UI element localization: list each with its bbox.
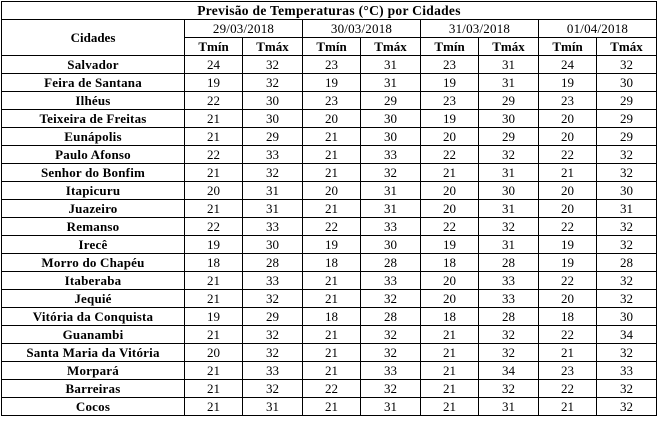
- tmax-value-cell: 32: [479, 146, 539, 164]
- tmin-header: Tmín: [421, 38, 479, 56]
- tmin-value-cell: 23: [421, 56, 479, 74]
- tmax-value-cell: 28: [243, 254, 303, 272]
- tmin-value-cell: 20: [539, 128, 597, 146]
- tmax-value-cell: 30: [597, 182, 657, 200]
- tmin-value-cell: 21: [421, 380, 479, 398]
- tmin-value-cell: 21: [539, 344, 597, 362]
- tmax-header: Tmáx: [361, 38, 421, 56]
- tmin-value-cell: 20: [421, 128, 479, 146]
- tmin-value-cell: 22: [539, 272, 597, 290]
- date-header-3: 31/03/2018: [421, 20, 539, 38]
- tmin-value-cell: 21: [303, 344, 361, 362]
- tmin-value-cell: 22: [421, 218, 479, 236]
- table-row: [2, 398, 657, 416]
- tmin-value-cell: 19: [539, 236, 597, 254]
- tmin-value-cell: 20: [303, 182, 361, 200]
- tmin-value-cell: 20: [539, 182, 597, 200]
- tmin-value-cell: 20: [539, 110, 597, 128]
- tmin-value-cell: 20: [185, 182, 243, 200]
- tmax-value-cell: 29: [243, 128, 303, 146]
- table-body: [2, 56, 657, 416]
- tmax-header: Tmáx: [597, 38, 657, 56]
- tmin-value-cell: 21: [303, 290, 361, 308]
- tmin-value-cell: 20: [421, 290, 479, 308]
- city-name-cell: Paulo Afonso: [2, 146, 185, 164]
- tmax-value-cell: 33: [479, 290, 539, 308]
- table-row: [2, 326, 657, 344]
- tmax-value-cell: 31: [243, 182, 303, 200]
- tmin-value-cell: 18: [421, 254, 479, 272]
- table-row: [2, 56, 657, 74]
- tmin-value-cell: 21: [185, 380, 243, 398]
- tmin-value-cell: 23: [303, 92, 361, 110]
- tmin-value-cell: 21: [421, 362, 479, 380]
- table-row: [2, 92, 657, 110]
- tmax-value-cell: 32: [361, 164, 421, 182]
- tmin-value-cell: 20: [421, 200, 479, 218]
- tmin-value-cell: 18: [185, 254, 243, 272]
- tmin-value-cell: 21: [185, 128, 243, 146]
- tmax-value-cell: 33: [243, 272, 303, 290]
- tmax-value-cell: 30: [361, 128, 421, 146]
- tmax-value-cell: 28: [361, 254, 421, 272]
- city-name-cell: Cocos: [2, 398, 185, 416]
- table-row: [2, 110, 657, 128]
- tmin-value-cell: 21: [303, 164, 361, 182]
- tmin-value-cell: 22: [539, 146, 597, 164]
- tmin-value-cell: 21: [185, 272, 243, 290]
- tmax-value-cell: 33: [597, 362, 657, 380]
- tmin-value-cell: 18: [539, 308, 597, 326]
- tmin-value-cell: 21: [303, 128, 361, 146]
- tmin-header: Tmín: [539, 38, 597, 56]
- tmax-value-cell: 29: [479, 128, 539, 146]
- tmax-value-cell: 31: [479, 200, 539, 218]
- tmin-value-cell: 19: [185, 236, 243, 254]
- cities-column-header: Cidades: [2, 20, 185, 56]
- tmax-value-cell: 32: [597, 290, 657, 308]
- tmin-value-cell: 22: [185, 92, 243, 110]
- tmax-value-cell: 31: [479, 164, 539, 182]
- tmin-value-cell: 21: [303, 200, 361, 218]
- tmin-value-cell: 22: [185, 146, 243, 164]
- tmin-value-cell: 23: [421, 92, 479, 110]
- tmax-value-cell: 31: [597, 200, 657, 218]
- tmax-value-cell: 29: [597, 110, 657, 128]
- tmax-value-cell: 32: [243, 380, 303, 398]
- city-name-cell: Remanso: [2, 218, 185, 236]
- tmin-value-cell: 21: [303, 326, 361, 344]
- tmax-value-cell: 30: [479, 110, 539, 128]
- city-name-cell: Eunápolis: [2, 128, 185, 146]
- tmin-value-cell: 20: [539, 200, 597, 218]
- tmin-value-cell: 18: [303, 254, 361, 272]
- tmin-value-cell: 19: [303, 74, 361, 92]
- tmax-value-cell: 32: [479, 326, 539, 344]
- city-name-cell: Ilhéus: [2, 92, 185, 110]
- tmin-value-cell: 19: [421, 236, 479, 254]
- tmin-value-cell: 22: [303, 218, 361, 236]
- table-row: [2, 344, 657, 362]
- tmax-value-cell: 32: [597, 236, 657, 254]
- tmin-value-cell: 20: [421, 272, 479, 290]
- tmin-value-cell: 21: [303, 272, 361, 290]
- city-name-cell: Teixeira de Freitas: [2, 110, 185, 128]
- tmax-value-cell: 28: [597, 254, 657, 272]
- tmax-value-cell: 30: [479, 182, 539, 200]
- tmax-value-cell: 32: [243, 344, 303, 362]
- table-row: [2, 308, 657, 326]
- tmax-value-cell: 32: [243, 56, 303, 74]
- table-row: [2, 182, 657, 200]
- tmax-value-cell: 33: [361, 362, 421, 380]
- tmax-value-cell: 33: [243, 146, 303, 164]
- tmin-header: Tmín: [185, 38, 243, 56]
- tmax-value-cell: 31: [479, 236, 539, 254]
- tmin-value-cell: 18: [303, 308, 361, 326]
- date-header-row: [2, 20, 657, 38]
- tmin-value-cell: 21: [539, 398, 597, 416]
- tmax-value-cell: 28: [479, 308, 539, 326]
- tmax-value-cell: 32: [597, 56, 657, 74]
- tmin-value-cell: 22: [539, 326, 597, 344]
- table-row: [2, 74, 657, 92]
- tmin-value-cell: 24: [185, 56, 243, 74]
- tmax-value-cell: 33: [243, 218, 303, 236]
- tmax-value-cell: 32: [243, 74, 303, 92]
- tmax-value-cell: 32: [361, 380, 421, 398]
- city-name-cell: Vitória da Conquista: [2, 308, 185, 326]
- tmax-value-cell: 32: [479, 218, 539, 236]
- tmin-value-cell: 22: [185, 218, 243, 236]
- tmax-value-cell: 29: [361, 92, 421, 110]
- date-header-1: 29/03/2018: [185, 20, 303, 38]
- tmax-value-cell: 32: [597, 218, 657, 236]
- city-name-cell: Morro do Chapéu: [2, 254, 185, 272]
- tmax-value-cell: 31: [479, 56, 539, 74]
- tmax-value-cell: 34: [479, 362, 539, 380]
- date-header-2: 30/03/2018: [303, 20, 421, 38]
- city-name-cell: Senhor do Bonfim: [2, 164, 185, 182]
- tmax-header: Tmáx: [479, 38, 539, 56]
- tmin-value-cell: 22: [539, 380, 597, 398]
- table-row: [2, 290, 657, 308]
- tmin-value-cell: 20: [303, 110, 361, 128]
- tmax-value-cell: 31: [361, 398, 421, 416]
- tmax-value-cell: 31: [361, 56, 421, 74]
- table-row: [2, 254, 657, 272]
- tmin-value-cell: 22: [539, 218, 597, 236]
- tmax-value-cell: 31: [361, 182, 421, 200]
- city-name-cell: Irecê: [2, 236, 185, 254]
- tmin-value-cell: 21: [303, 146, 361, 164]
- tmax-value-cell: 29: [479, 92, 539, 110]
- city-name-cell: Santa Maria da Vitória: [2, 344, 185, 362]
- tmax-value-cell: 30: [361, 236, 421, 254]
- tmin-value-cell: 21: [539, 164, 597, 182]
- tmin-value-cell: 23: [539, 362, 597, 380]
- tmin-value-cell: 21: [421, 164, 479, 182]
- city-name-cell: Itapicuru: [2, 182, 185, 200]
- tmin-value-cell: 21: [303, 362, 361, 380]
- tmax-value-cell: 31: [361, 74, 421, 92]
- tmin-value-cell: 22: [303, 380, 361, 398]
- tmax-value-cell: 33: [243, 362, 303, 380]
- tmin-value-cell: 18: [421, 308, 479, 326]
- tmin-value-cell: 21: [421, 344, 479, 362]
- tmin-value-cell: 21: [185, 200, 243, 218]
- tmin-value-cell: 21: [185, 290, 243, 308]
- city-name-cell: Barreiras: [2, 380, 185, 398]
- tmax-value-cell: 32: [597, 380, 657, 398]
- table-row: [2, 146, 657, 164]
- tmax-value-cell: 32: [361, 290, 421, 308]
- tmin-value-cell: 19: [421, 74, 479, 92]
- tmax-value-cell: 28: [361, 308, 421, 326]
- tmax-value-cell: 32: [361, 344, 421, 362]
- tmax-value-cell: 32: [597, 344, 657, 362]
- tmin-value-cell: 21: [185, 398, 243, 416]
- tmax-value-cell: 32: [597, 164, 657, 182]
- city-name-cell: Juazeiro: [2, 200, 185, 218]
- table-row: [2, 272, 657, 290]
- city-name-cell: Salvador: [2, 56, 185, 74]
- tmax-value-cell: 31: [479, 398, 539, 416]
- city-name-cell: Guanambi: [2, 326, 185, 344]
- tmin-value-cell: 23: [303, 56, 361, 74]
- table-row: [2, 362, 657, 380]
- tmax-value-cell: 30: [597, 74, 657, 92]
- tmax-value-cell: 32: [243, 290, 303, 308]
- tmin-value-cell: 24: [539, 56, 597, 74]
- tmax-value-cell: 30: [243, 110, 303, 128]
- tmax-value-cell: 29: [243, 308, 303, 326]
- tmin-value-cell: 20: [421, 182, 479, 200]
- tmin-value-cell: 19: [539, 254, 597, 272]
- tmax-value-cell: 31: [243, 200, 303, 218]
- tmax-value-cell: 32: [597, 146, 657, 164]
- tmin-value-cell: 19: [185, 308, 243, 326]
- temperature-forecast-table: [1, 1, 657, 416]
- tmax-value-cell: 34: [597, 326, 657, 344]
- tmin-value-cell: 20: [539, 290, 597, 308]
- tmin-value-cell: 21: [185, 326, 243, 344]
- tmax-value-cell: 32: [479, 380, 539, 398]
- table-row: [2, 200, 657, 218]
- tmax-value-cell: 33: [361, 272, 421, 290]
- tmin-header: Tmín: [303, 38, 361, 56]
- tmax-value-cell: 28: [479, 254, 539, 272]
- tmin-value-cell: 21: [185, 362, 243, 380]
- tmax-value-cell: 29: [597, 92, 657, 110]
- tmax-value-cell: 30: [597, 308, 657, 326]
- city-name-cell: Itaberaba: [2, 272, 185, 290]
- table-row: [2, 128, 657, 146]
- tmax-header: Tmáx: [243, 38, 303, 56]
- tmax-value-cell: 33: [479, 272, 539, 290]
- tmax-value-cell: 29: [597, 128, 657, 146]
- table-row: [2, 218, 657, 236]
- tmin-value-cell: 21: [421, 326, 479, 344]
- tmax-value-cell: 32: [597, 272, 657, 290]
- forecast-table-container: [1, 1, 657, 416]
- tmax-value-cell: 31: [479, 74, 539, 92]
- tmin-value-cell: 21: [185, 164, 243, 182]
- tmax-value-cell: 31: [361, 200, 421, 218]
- tmax-value-cell: 32: [361, 326, 421, 344]
- tmax-value-cell: 33: [361, 146, 421, 164]
- tmin-value-cell: 19: [421, 110, 479, 128]
- tmax-value-cell: 30: [243, 236, 303, 254]
- tmax-value-cell: 31: [243, 398, 303, 416]
- tmax-value-cell: 32: [597, 398, 657, 416]
- table-row: [2, 236, 657, 254]
- tmin-value-cell: 23: [539, 92, 597, 110]
- tmax-value-cell: 32: [243, 326, 303, 344]
- tmin-value-cell: 19: [539, 74, 597, 92]
- tmin-value-cell: 19: [303, 236, 361, 254]
- tmax-value-cell: 32: [243, 164, 303, 182]
- table-title: Previsão de Temperaturas (°C) por Cidades: [2, 2, 657, 20]
- tmin-value-cell: 20: [185, 344, 243, 362]
- city-name-cell: Feira de Santana: [2, 74, 185, 92]
- tmin-value-cell: 19: [185, 74, 243, 92]
- table-row: [2, 380, 657, 398]
- tmax-value-cell: 32: [479, 344, 539, 362]
- title-row: [2, 2, 657, 20]
- tmax-value-cell: 33: [361, 218, 421, 236]
- date-header-4: 01/04/2018: [539, 20, 657, 38]
- city-name-cell: Jequié: [2, 290, 185, 308]
- tmin-value-cell: 21: [421, 398, 479, 416]
- city-name-cell: Morpará: [2, 362, 185, 380]
- tmin-value-cell: 21: [303, 398, 361, 416]
- tmax-value-cell: 30: [361, 110, 421, 128]
- table-row: [2, 164, 657, 182]
- tmax-value-cell: 30: [243, 92, 303, 110]
- tmin-value-cell: 22: [421, 146, 479, 164]
- tmin-value-cell: 21: [185, 110, 243, 128]
